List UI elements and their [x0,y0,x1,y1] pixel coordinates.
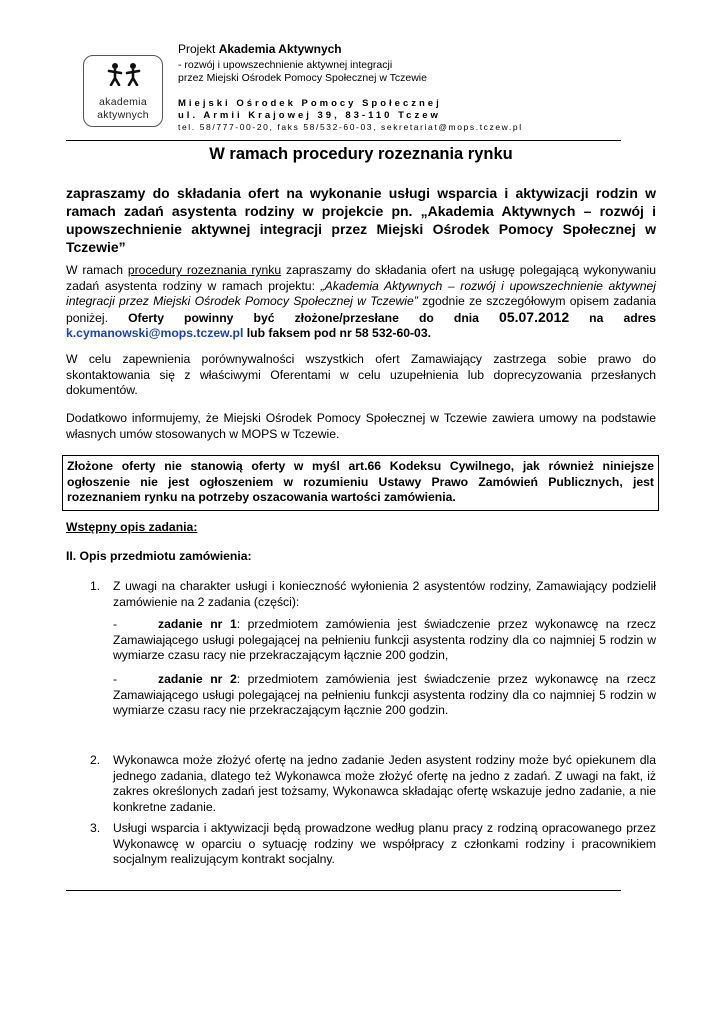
footer-divider [66,890,621,891]
document-title: W ramach procedury rozeznania rynku [209,145,513,163]
people-icon [106,62,142,86]
org-name: Miejski Ośrodek Pomocy Społecznej [178,98,442,109]
project-subtitle-2: przez Miejski Ośrodek Pomocy Społecznej w Tczewie [178,72,427,84]
deadline-date: 05.07.2012 [499,308,570,325]
sub-list-item: - zadanie nr 1: przedmiotem zamówienia jest świadczenie przez wykonawcę na rzecz Zamawiającego usługi polegającej na pełnieniu funkcji asystenta rodziny dla co najmniej 5 rodzin w wymiarze czasu racy nie przekraczającym łącznie 200 godzin, [113,617,656,662]
header-divider [66,140,621,141]
contact-email[interactable]: k.cymanowski@mops.tczew.pl [66,326,244,340]
logo-text-2: aktywnych [97,109,149,121]
list-item: 1. Z uwagi na charakter usługi i konieczność wyłonienia 2 asystentów rodziny, Zamawiający podzielił zamówienie na 2 zadania (części): [90,579,656,609]
org-contact: tel. 58/777-00-20, faks 58/532-60-03, sekretariat@mops.tczew.pl [178,122,523,132]
list-item: 3. Usługi wsparcia i aktywizacji będą prowadzone według planu pracy z rodziną opracowanego przez Wykonawcę w oparciu o sytuację rodziny we współpracy z członkami rodziny i pracownikiem socjalnym realizującym kontrakt socjalny. [90,821,656,866]
intro-paragraph: W ramach procedury rozeznania rynku zapraszamy do składania ofert na usługę polegającą wykonywaniu zadań asystenta rodziny w ramach projektu: „Akademia Aktywnych – rozwój i upowszechnienie aktywnej integracji przez Miejski Ośrodek Pomocy Społecznej w Tczewie” zgodnie ze szczegółowym opisem zadania poniżej. Oferty powinny być złożone/przesłane do dnia 05.07.2012 na adres k.cymanowski@mops.tczew.pl lub faksem pod nr 58 532-60-03. [66,263,656,340]
section-heading-preliminary: Wstępny opis zadania: [66,520,198,534]
list-item: 2. Wykonawca może złożyć ofertę na jedno zadanie Jeden asystent rodziny może być opiekunem dla jednego zadania, dlatego też Wykonawca może złożyć ofertę na jedno z zadań. Z uwagi na fakt, iż zakres określonych zadań jest tożsamy, Wykonawca składając ofertę wskazuje jedno zadanie, a nie konkretne zadanie. [90,753,656,814]
section-heading-subject: II. Opis przedmiotu zamówienia: [66,549,252,563]
lead-paragraph: zapraszamy do składania ofert na wykonanie usługi wsparcia i aktywizacji rodzin w ramach zadań asystenta rodziny w projekcie pn. „Akademia Aktywnych – rozwój i upowszechnienie aktywnej integracji przez Miejski Ośrodek Pomocy Społecznej w Tczewie” [66,185,656,255]
project-logo [83,55,163,127]
comparability-paragraph: W celu zapewnienia porównywalności wszystkich ofert Zamawiający zastrzega sobie prawo do skontaktowania się z właściwymi Oferentami w celu uzupełnienia lub doprecyzowania przesłanych dokumentów. [66,352,656,397]
project-subtitle-1: - rozwój i upowszechnienie aktywnej integracji [178,59,393,71]
project-title: Projekt Akademia Aktywnych [178,42,342,56]
logo-text-1: akademia [99,96,147,108]
org-address: ul. Armii Krajowej 39, 83-110 Tczew [178,110,441,121]
contracts-paragraph: Dodatkowo informujemy, że Miejski Ośrodek Pomocy Społecznej w Tczewie zawiera umowy na podstawie własnych umów stosowanych w MOPS w Tczewie. [66,411,656,441]
sub-list-item: - zadanie nr 2: przedmiotem zamówienia jest świadczenie przez wykonawcę na rzecz Zamawiającego usługi polegającej na pełnieniu funkcji asystenta rodziny dla co najmniej 5 rodzin w wymiarze czasu racy nie przekraczającym łącznie 200 godzin. [113,672,656,717]
legal-notice-box: Złożone oferty nie stanowią oferty w myśl art.66 Kodeksu Cywilnego, jak również niniejsze ogłoszenie nie jest ogłoszeniem w rozumieniu Ustawy Prawo Zamówień Publicznych, jest rozeznaniem rynku na potrzeby oszacowania wartości zamówienia. [62,455,659,511]
